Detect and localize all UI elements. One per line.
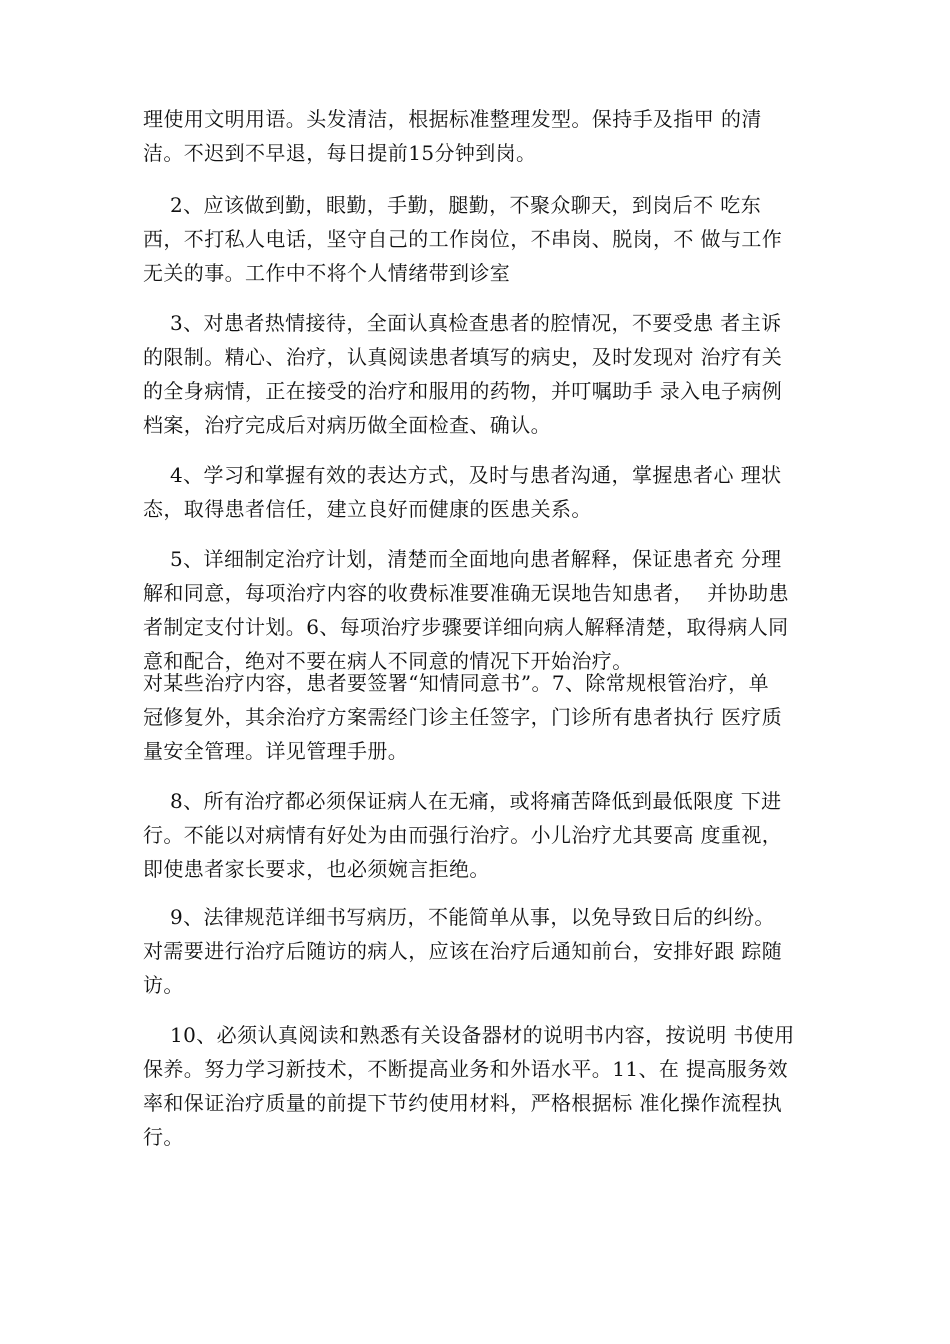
text-line: 5、详细制定治疗计划，清楚而全面地向患者解释，保证患者充 分理 [143, 547, 782, 571]
paragraph-4 [143, 458, 843, 526]
text-line: 9、法律规范详细书写病历，不能简单从事，以免导致日后的纠纷。 [143, 905, 775, 929]
text-line: 冠修复外，其余治疗方案需经门诊主任签字，门诊所有患者执行 医疗质 [143, 705, 783, 729]
paragraph-2 [143, 188, 843, 290]
paragraph-10 [143, 1018, 843, 1154]
text-line: 洁。不迟到不早退，每日提前15分钟到岗。 [143, 141, 537, 165]
text-line: 理使用文明用语。头发清洁，根据标准整理发型。保持手及指甲 的清 [143, 107, 762, 131]
text-line: 率和保证治疗质量的前提下节约使用材料，严格根据标 准化操作流程执 [143, 1091, 783, 1115]
text-line: 8、所有治疗都必须保证病人在无痛，或将痛苦降低到最低限度 下进 [143, 789, 782, 813]
text-line: 4、学习和掌握有效的表达方式，及时与患者沟通，掌握患者心 理状 [143, 463, 782, 487]
text-line: 对需要进行治疗后随访的病人，应该在治疗后通知前台，安排好跟 踪随 [143, 939, 783, 963]
paragraph-3 [143, 306, 843, 442]
paragraph-5 [143, 542, 843, 678]
text-line: 3、对患者热情接待，全面认真检查患者的腔情况，不要受患 者主诉 [143, 311, 782, 335]
text-line: 对某些治疗内容，患者要签署“知情同意书”。7、除常规根管治疗，单 [143, 671, 769, 695]
text-line: 保养。努力学习新技术，不断提高业务和外语水平。11、在 提高服务效 [143, 1057, 789, 1081]
text-line: 西，不打私人电话，坚守自己的工作岗位，不串岗、脱岗，不 做与工作 [143, 227, 783, 251]
text-line: 的限制。精心、治疗，认真阅读患者填写的病史，及时发现对 治疗有关 [143, 345, 783, 369]
text-line: 的全身病情，正在接受的治疗和服用的药物，并叮嘱助手 录入电子病例 [143, 379, 783, 403]
paragraph-1 [143, 102, 843, 170]
paragraph-6 [143, 666, 843, 768]
text-line: 10、必须认真阅读和熟悉有关设备器材的说明书内容，按说明 书使用 [143, 1023, 795, 1047]
text-line: 行。 [143, 1125, 184, 1149]
text-line: 意和配合，绝对不要在病人不同意的情况下开始治疗。 [143, 649, 633, 673]
paragraph-8 [143, 784, 843, 886]
text-line: 无关的事。工作中不将个人情绪带到诊室 [143, 261, 511, 285]
text-line: 档案，治疗完成后对病历做全面检查、确认。 [143, 413, 551, 437]
paragraph-9 [143, 900, 843, 1002]
text-line: 解和同意，每项治疗内容的收费标准要准确无误地告知患者， 并协助患 [143, 581, 789, 605]
text-line: 访。 [143, 973, 184, 997]
text-line: 者制定支付计划。6、每项治疗步骤要详细向病人解释清楚，取得病人同 [143, 615, 789, 639]
text-line: 态，取得患者信任，建立良好而健康的医患关系。 [143, 497, 592, 521]
text-line: 即使患者家长要求，也必须婉言拒绝。 [143, 857, 490, 881]
text-line: 行。不能以对病情有好处为由而强行治疗。小儿治疗尤其要高 度重视， [143, 823, 783, 847]
text-line: 量安全管理。详见管理手册。 [143, 739, 409, 763]
text-line: 2、应该做到勤，眼勤，手勤，腿勤，不聚众聊天，到岗后不 吃东 [143, 193, 762, 217]
